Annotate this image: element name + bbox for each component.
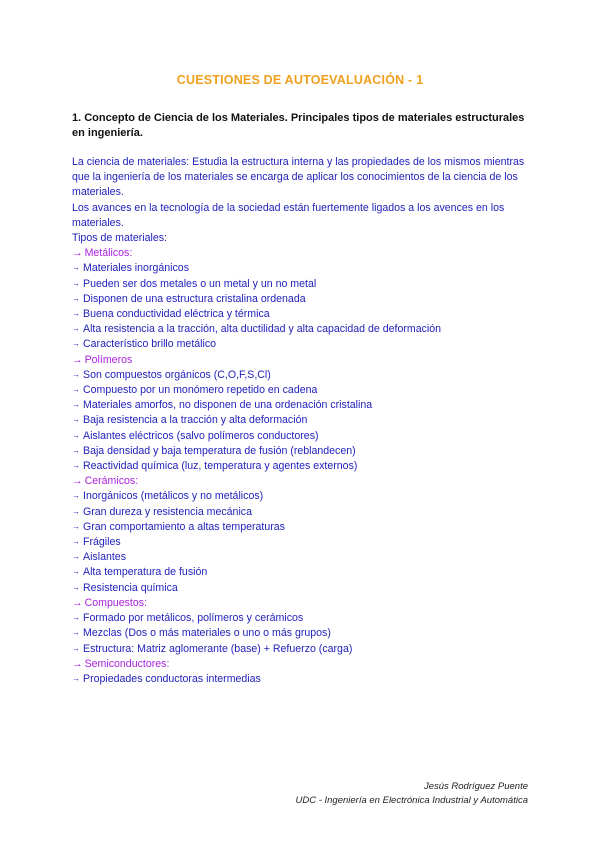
bullet-arrow-icon: → bbox=[72, 369, 80, 379]
list-item-text: Característico brillo metálico bbox=[83, 338, 217, 351]
list-item-text: Alta resistencia a la tracción, alta ductilidad y alta capacidad de deformación bbox=[83, 323, 442, 336]
list-item-text: Propiedades conductoras intermedias bbox=[83, 672, 261, 685]
list-item-text: Reactividad química (luz, temperatura y agentes externos) bbox=[83, 460, 358, 473]
category-label: Polímeros bbox=[84, 353, 133, 366]
list-item-text: Inorgánicos (metálicos y no metálicos) bbox=[83, 490, 264, 503]
list-item-text: Estructura: Matriz aglomerante (base) + Refuerzo (carga) bbox=[83, 642, 353, 655]
bullet-arrow-icon: → bbox=[72, 643, 80, 653]
bullet-arrow-icon: → bbox=[72, 415, 80, 425]
category-label: Compuestos: bbox=[84, 596, 148, 609]
list-item bbox=[72, 535, 532, 550]
bullet-arrow-icon: → bbox=[72, 613, 80, 623]
bullet-arrow-icon: → bbox=[72, 491, 80, 501]
list-item bbox=[72, 337, 532, 352]
list-item bbox=[72, 459, 532, 474]
bullet-arrow-icon: → bbox=[72, 445, 80, 455]
list-item-text: Compuesto por un monómero repetido en cadena bbox=[83, 384, 318, 397]
category-header bbox=[72, 246, 532, 261]
list-item-text: Aislantes bbox=[83, 551, 126, 564]
bullet-arrow-icon: → bbox=[72, 263, 80, 273]
bullet-arrow-icon: → bbox=[72, 400, 80, 410]
bullet-arrow-icon: → bbox=[72, 521, 80, 531]
arrow-right-icon: → bbox=[72, 247, 83, 260]
intro-paragraph: La ciencia de materiales: Estudia la estructura interna y las propiedades de los mismos mientras que la ingeniería de los materiales se encarga de aplicar los conocimientos de la ciencia de los materiales. bbox=[72, 156, 525, 199]
list-item bbox=[72, 550, 532, 565]
list-item bbox=[72, 520, 532, 535]
bullet-arrow-icon: → bbox=[72, 461, 80, 471]
bullet-arrow-icon: → bbox=[72, 293, 80, 303]
category-label: Semiconductores: bbox=[84, 657, 170, 670]
bullet-arrow-icon: → bbox=[72, 385, 80, 395]
list-item bbox=[72, 565, 532, 580]
list-item-text: Gran comportamiento a altas temperaturas bbox=[83, 520, 285, 533]
bullet-arrow-icon: → bbox=[72, 430, 80, 440]
category-header bbox=[72, 474, 532, 489]
page-title: CUESTIONES DE AUTOEVALUACIÓN - 1 bbox=[176, 73, 424, 87]
list-item bbox=[72, 672, 532, 687]
list-item bbox=[72, 611, 532, 626]
bullet-arrow-icon: → bbox=[72, 582, 80, 592]
bullet-arrow-icon: → bbox=[72, 309, 80, 319]
list-item bbox=[72, 383, 532, 398]
list-item bbox=[72, 413, 532, 428]
content-body bbox=[72, 155, 532, 687]
list-item-text: Pueden ser dos metales o un metal y un no metal bbox=[83, 277, 317, 290]
list-item bbox=[72, 292, 532, 307]
footer-affiliation: UDC - Ingeniería en Electrónica Industrial y Automática bbox=[295, 795, 528, 806]
list-item-text: Frágiles bbox=[83, 536, 121, 549]
category-label: Metálicos: bbox=[84, 247, 133, 260]
list-item-text: Materiales amorfos, no disponen de una ordenación cristalina bbox=[83, 399, 373, 412]
bullet-arrow-icon: → bbox=[72, 552, 80, 562]
arrow-right-icon: → bbox=[72, 657, 83, 670]
list-item bbox=[72, 322, 532, 337]
list-item-text: Resistencia química bbox=[83, 581, 178, 594]
footer-author: Jesús Rodríguez Puente bbox=[423, 781, 528, 792]
list-item-text: Aislantes eléctricos (salvo polímeros conductores) bbox=[83, 429, 319, 442]
list-item bbox=[72, 581, 532, 596]
bullet-arrow-icon: → bbox=[72, 537, 80, 547]
category-header bbox=[72, 657, 532, 672]
intro-paragraph: Los avances en la tecnología de la sociedad están fuertemente ligados a los avences en los materiales. bbox=[72, 201, 505, 229]
list-item-text: Gran dureza y resistencia mecánica bbox=[83, 505, 252, 518]
bullet-arrow-icon: → bbox=[72, 324, 80, 334]
list-item bbox=[72, 505, 532, 520]
list-item-text: Disponen de una estructura cristalina ordenada bbox=[83, 292, 306, 305]
list-item bbox=[72, 489, 532, 504]
category-label: Cerámicos: bbox=[84, 475, 139, 488]
category-header bbox=[72, 596, 532, 611]
list-item-text: Son compuestos orgánicos (C,O,F,S,Cl) bbox=[83, 368, 271, 381]
bullet-arrow-icon: → bbox=[72, 339, 80, 349]
list-item-text: Baja resistencia a la tracción y alta deformación bbox=[83, 414, 308, 427]
category-list bbox=[72, 246, 532, 687]
category-header bbox=[72, 353, 532, 368]
arrow-right-icon: → bbox=[72, 475, 83, 488]
list-item bbox=[72, 398, 532, 413]
list-item bbox=[72, 277, 532, 292]
section-heading: 1. Concepto de Ciencia de los Materiales. Principales tipos de materiales estructurales en ingeniería. bbox=[72, 112, 525, 139]
list-item bbox=[72, 307, 532, 322]
list-item-text: Mezclas (Dos o más materiales o uno o más grupos) bbox=[83, 627, 331, 640]
list-item-text: Baja densidad y baja temperatura de fusión (reblandecen) bbox=[83, 444, 356, 457]
bullet-arrow-icon: → bbox=[72, 567, 80, 577]
bullet-arrow-icon: → bbox=[72, 628, 80, 638]
list-item-text: Alta temperatura de fusión bbox=[83, 566, 208, 579]
list-item bbox=[72, 368, 532, 383]
list-item bbox=[72, 642, 532, 657]
list-item-text: Formado por metálicos, polímeros y cerámicos bbox=[83, 612, 304, 625]
intro-paragraph: Tipos de materiales: bbox=[72, 232, 167, 245]
list-item-text: Materiales inorgánicos bbox=[83, 262, 189, 275]
list-item bbox=[72, 626, 532, 641]
list-item bbox=[72, 444, 532, 459]
arrow-right-icon: → bbox=[72, 596, 83, 609]
list-item-text: Buena conductividad eléctrica y térmica bbox=[83, 308, 270, 321]
list-item bbox=[72, 261, 532, 276]
bullet-arrow-icon: → bbox=[72, 673, 80, 683]
list-item bbox=[72, 429, 532, 444]
bullet-arrow-icon: → bbox=[72, 506, 80, 516]
footer bbox=[295, 780, 528, 808]
arrow-right-icon: → bbox=[72, 353, 83, 366]
bullet-arrow-icon: → bbox=[72, 278, 80, 288]
